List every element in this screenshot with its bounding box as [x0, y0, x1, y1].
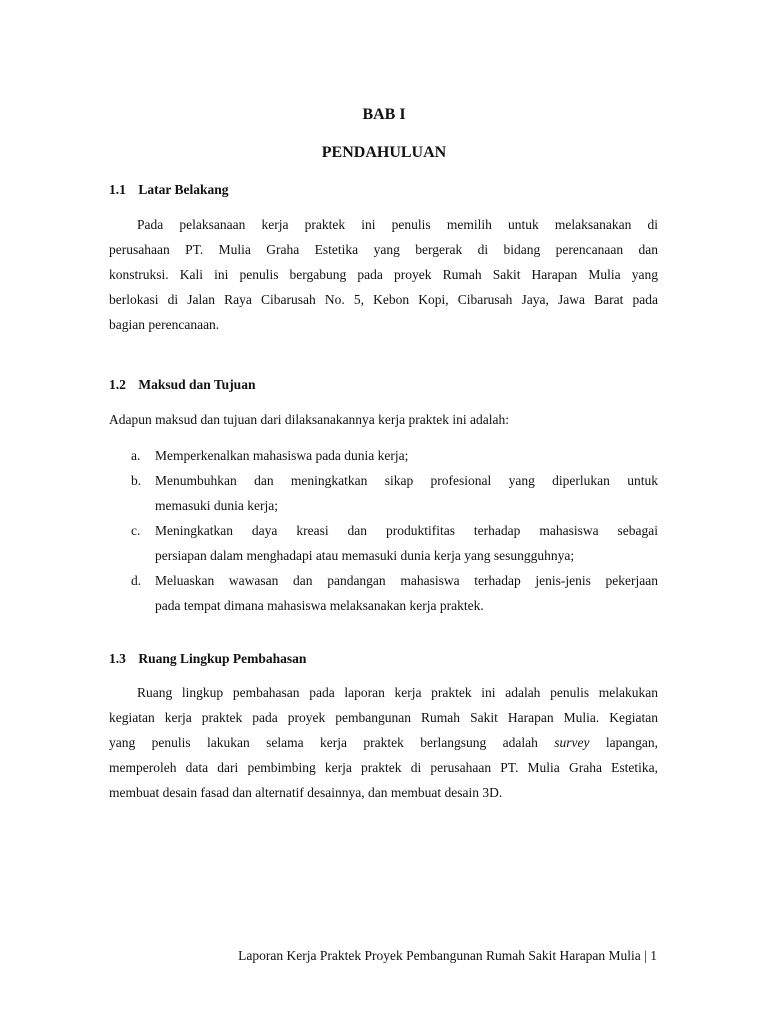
paragraph-line: membuat desain fasad dan alternatif desainnya, dan membuat desain 3D. [109, 785, 503, 800]
chapter-number: BAB I [362, 106, 406, 123]
list-item-line: Meningkatkan daya kreasi dan produktifitas terhadap mahasiswa sebagai [155, 523, 658, 538]
list-item [131, 518, 658, 568]
page-footer [0, 947, 657, 965]
list-item-line: memasuki dunia kerja; [155, 498, 278, 513]
paragraph-line: Ruang lingkup pembahasan pada laporan kerja praktek ini adalah penulis melakukan [137, 685, 658, 700]
objectives-list [131, 443, 658, 618]
chapter-title: PENDAHULUAN [321, 144, 447, 161]
list-marker: a. [131, 448, 141, 463]
list-marker: c. [131, 523, 141, 538]
section-heading-latar-belakang [109, 181, 229, 199]
paragraph-latar-belakang [109, 212, 658, 337]
footer-separator: | [644, 948, 647, 963]
paragraph-line: konstruksi. Kali ini penulis bergabung pada proyek Rumah Sakit Harapan Mulia yang [109, 267, 658, 282]
list-item-line: Meluaskan wawasan dan pandangan mahasiswa terhadap jenis-jenis pekerjaan [155, 573, 658, 588]
text-segment: yang penulis lakukan selama kerja praktek berlangsung adalah [109, 735, 538, 750]
paragraph-line: kegiatan kerja praktek pada proyek pembangunan Rumah Sakit Harapan Mulia. Kegiatan [109, 710, 658, 725]
paragraph-line: bagian perencanaan. [109, 317, 220, 332]
list-marker: d. [131, 573, 142, 588]
paragraph-line: perusahaan PT. Mulia Graha Estetika yang bergerak di bidang perencanaan dan [109, 242, 658, 257]
list-item [131, 443, 658, 468]
list-marker: b. [131, 473, 142, 488]
footer-text: Laporan Kerja Praktek Proyek Pembangunan Rumah Sakit Harapan Mulia [238, 948, 641, 963]
section-heading-maksud-dan-tujuan [109, 376, 255, 394]
section-number: 1.2 [109, 377, 126, 392]
italic-term-survey: survey [554, 735, 590, 750]
list-item-line: Memperkenalkan mahasiswa pada dunia kerja; [155, 448, 409, 463]
page-number: 1 [650, 948, 657, 963]
list-item-line: Menumbuhkan dan meningkatkan sikap profesional yang diperlukan untuk [155, 473, 658, 488]
paragraph-maksud-intro [109, 407, 658, 432]
list-item [131, 468, 658, 518]
paragraph-line: Adapun maksud dan tujuan dari dilaksanakannya kerja praktek ini adalah: [109, 412, 509, 427]
paragraph-line: Pada pelaksanaan kerja praktek ini penulis memilih untuk melaksanakan di [137, 217, 658, 232]
section-title: Latar Belakang [138, 182, 229, 197]
paragraph-line-with-italic [109, 730, 658, 755]
list-item [131, 568, 658, 618]
list-item-line: pada tempat dimana mahasiswa melaksanakan kerja praktek. [155, 598, 484, 613]
text-segment: lapangan, [605, 735, 658, 750]
section-heading-ruang-lingkup [109, 650, 306, 668]
list-item-line: persiapan dalam menghadapi atau memasuki dunia kerja yang sesungguhnya; [155, 548, 575, 563]
section-title: Ruang Lingkup Pembahasan [138, 651, 307, 666]
paragraph-line: berlokasi di Jalan Raya Cibarusah No. 5, Kebon Kopi, Cibarusah Jaya, Jawa Barat pada [109, 292, 658, 307]
paragraph-line: memperoleh data dari pembimbing kerja praktek di perusahaan PT. Mulia Graha Estetika, [109, 760, 658, 775]
paragraph-ruang-lingkup [109, 680, 658, 805]
section-number: 1.3 [109, 651, 126, 666]
section-title: Maksud dan Tujuan [138, 377, 256, 392]
section-number: 1.1 [109, 182, 126, 197]
